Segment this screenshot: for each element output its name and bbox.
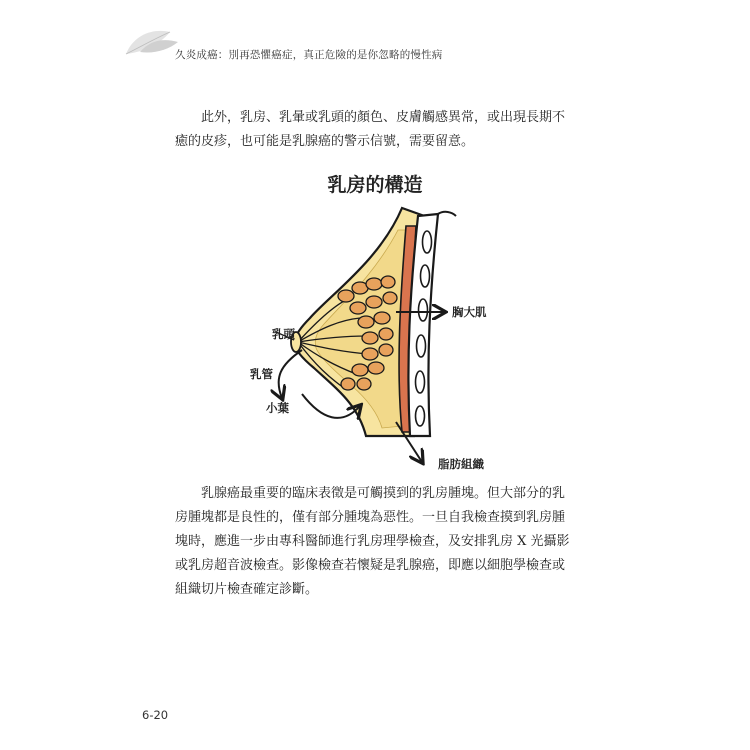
body-paragraph xyxy=(175,482,570,602)
label-pectoral-muscle: 胸大肌 xyxy=(452,305,487,319)
label-fatty-tissue: 脂肪組織 xyxy=(438,457,484,471)
breast-anatomy-diagram xyxy=(240,200,510,480)
paragraph-line: 房腫塊都是良性的，僅有部分腫塊為惡性。一旦自我檢查摸到乳房腫 xyxy=(175,510,566,525)
leaf-ornament-icon xyxy=(120,24,180,58)
figure-title: 乳房的構造 xyxy=(327,174,423,196)
label-nipple: 乳頭 xyxy=(272,327,295,341)
paragraph-line: 或乳房超音波檢查。影像檢查若懷疑是乳腺癌，即應以細胞學檢查或 xyxy=(175,558,566,573)
paragraph-line: 此外，乳房、乳暈或乳頭的顏色、皮膚觸感異常，或出現長期不 xyxy=(201,110,566,125)
page-number: 6-20 xyxy=(142,708,169,722)
paragraph-line: 癒的皮疹，也可能是乳腺癌的警示信號，需要留意。 xyxy=(175,134,475,149)
label-lobule: 小葉 xyxy=(266,401,289,415)
intro-paragraph xyxy=(175,106,567,154)
running-title: 久炎成癌：別再恐懼癌症，真正危險的是你忽略的慢性病 xyxy=(175,49,443,61)
paragraph-line: 塊時，應進一步由專科醫師進行乳房理學檢查，及安排乳房 X 光攝影 xyxy=(175,534,570,549)
label-duct: 乳管 xyxy=(250,367,273,381)
duct-arrow xyxy=(279,350,302,398)
paragraph-line: 乳腺癌最重要的臨床表徵是可觸摸到的乳房腫塊。但大部分的乳 xyxy=(201,486,566,501)
paragraph-line: 組織切片檢查確定診斷。 xyxy=(175,582,319,597)
